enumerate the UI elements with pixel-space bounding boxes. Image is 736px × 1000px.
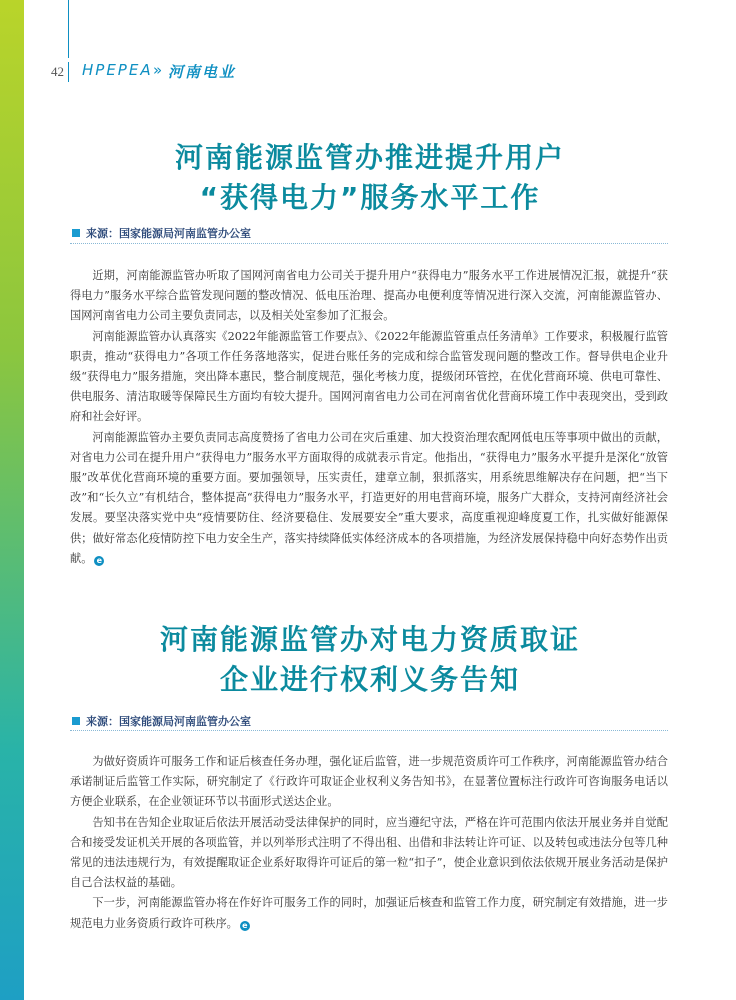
brand-arrows-icon: » (153, 61, 163, 79)
header-separator (68, 62, 69, 82)
square-bullet-icon (72, 229, 80, 237)
page-number: 42 (51, 64, 64, 79)
article2-dotted-divider (70, 730, 668, 731)
square-bullet-icon (72, 717, 80, 725)
article1-paragraph-text: 河南能源监管办主要负责同志高度赞扬了省电力公司在灾后重建、加大投资治理农配网低电压等事项中做出的贡献，对省电力公司在提升用户“获得电力”服务水平方面取得的成就表示肯定。他指出，“获得电力”服务水平提升是深化“放管服”改革优化营商环境的重要方面。要加强领导，压实责任，建章立制，狠抓落实，用系统思维解决存在问题，把“当下改”和“长久立”有机结合，整体提高“获得电力”服务水平，打造更好的用电营商环境，服务广大群众，支持河南经济社会发展。要坚决落实党中央“疫情要防住、经济要稳住、发展要安全”重大要求，高度重视迎峰度夏工作，扎实做好能源保供；做好常态化疫情防控下电力安全生产，落实持续降低实体经济成本的各项措施，为经济发展保持稳中向好态势作出贡献。 (70, 430, 668, 565)
article1-body (70, 266, 668, 569)
article1-title (90, 138, 650, 218)
article2-source-text: 来源：国家能源局河南监管办公室 (86, 715, 251, 728)
article1-paragraph: 河南能源监管办认真落实《2022年能源监管工作要点》、《2022年能源监管重点任务清单》工作要求，积极履行监管职责，推动“获得电力”各项工作任务落地落实，促进台账任务的完成和综合监管发现问题的整改工作。督导供电企业升级“获得电力”服务措施，突出降本惠民，整合制度规范，强化考核力度，提级闭环管控，在优化营商环境、供电可靠性、供电服务、清洁取暖等保障民生方面均有较大提升。国网河南省电力公司在河南省优化营商环境工作中表现突出，受到政府和社会好评。 (70, 329, 668, 424)
article2-paragraph: 为做好资质许可服务工作和证后核查任务办理，强化证后监管，进一步规范资质许可工作秩序，河南能源监管办结合承诺制证后监管工作实际，研究制定了《行政许可取证企业权利义务告知书》，在显著位置标注行政许可咨询服务电话以方便企业联系，在企业领证环节以书面形式送达企业。 (70, 755, 668, 809)
brand-logo-latin: HPEPEA (82, 61, 153, 79)
article1-paragraph: 近期，河南能源监管办听取了国网河南省电力公司关于提升用户“获得电力”服务水平工作进展情况汇报，就提升“获得电力”服务水平综合监管发现问题的整改情况、低电压治理、提高办电便利度等情况进行深入交流，河南能源监管办、国网河南省电力公司主要负责同志，以及相关处室参加了汇报会。 (70, 269, 668, 323)
article2-title-line2: 企业进行权利义务告知 (219, 663, 520, 696)
article2-title (90, 620, 650, 700)
article2-paragraph-text: 下一步，河南能源监管办将在作好许可服务工作的同时，加强证后核查和监管工作力度，研究制定有效措施，进一步规范电力业务资质行政许可秩序。 (70, 896, 668, 930)
end-mark-icon: e (94, 556, 104, 566)
end-mark-icon: e (240, 921, 250, 931)
article1-title-line1: 河南能源监管办推进提升用户 (174, 141, 565, 174)
article1-title-line2: “获得电力”服务水平工作 (199, 181, 541, 214)
side-color-bar (0, 0, 24, 1000)
article2-paragraph: 告知书在告知企业取证后依法开展活动受法律保护的同时，应当遵纪守法，严格在许可范围内依法开展业务并自觉配合和接受发证机关开展的各项监管，并以列举形式注明了不得出租、出借和非法转让许可证、以及转包或违法分包等几种常见的违法违规行为，有效提醒取证企业系好取得许可证后的第一粒“扣子”，使企业意识到依法依规开展业务活动是保护自己合法权益的基础。 (70, 815, 668, 890)
article1-paragraph (70, 428, 668, 569)
article2-paragraph (70, 893, 668, 933)
article2-title-line1: 河南能源监管办对电力资质取证 (159, 623, 580, 656)
article1-dotted-divider (70, 243, 668, 244)
article2-body (70, 752, 668, 934)
article1-source-text: 来源：国家能源局河南监管办公室 (86, 227, 251, 240)
article2-source (72, 713, 251, 729)
brand-logo-chinese: 河南电业 (168, 63, 237, 81)
article1-source (72, 225, 251, 241)
header-divider-line (68, 0, 69, 58)
